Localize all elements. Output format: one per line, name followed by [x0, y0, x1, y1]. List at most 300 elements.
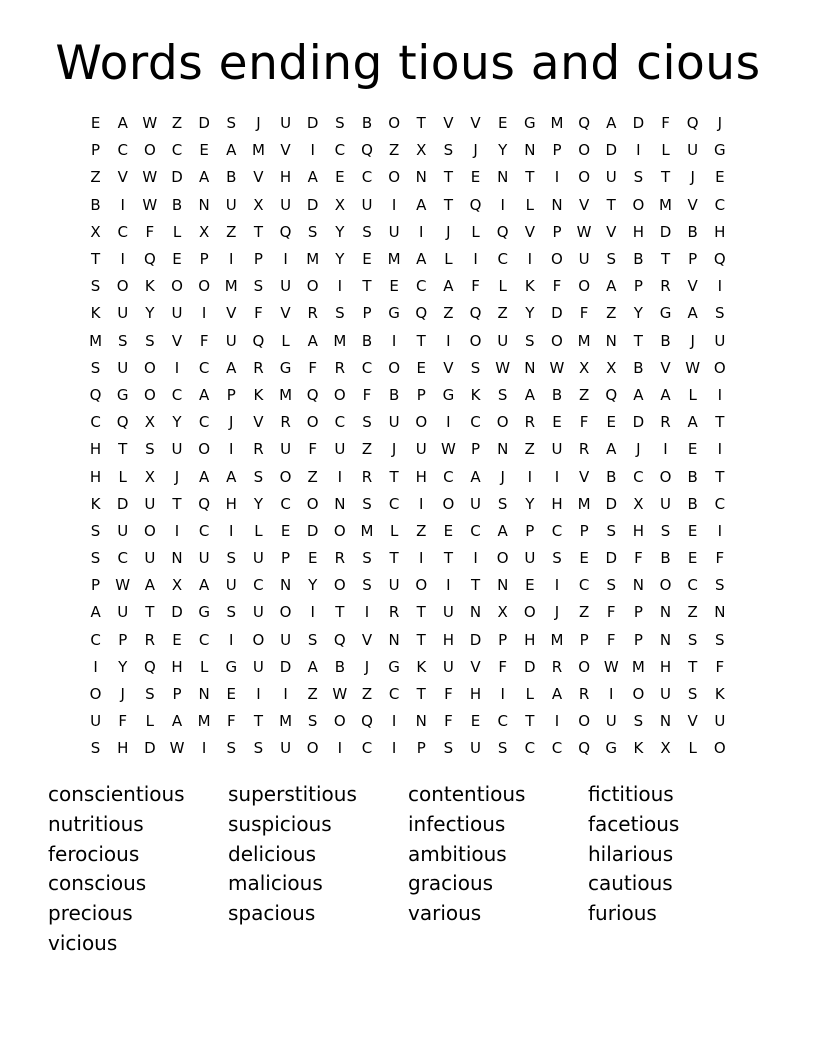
grid-letter[interactable]: N [198, 195, 210, 214]
grid-letter[interactable]: D [171, 603, 183, 622]
grid-letter[interactable]: V [226, 304, 237, 323]
grid-letter[interactable]: F [362, 385, 372, 404]
grid-letter[interactable]: V [171, 331, 183, 350]
grid-letter[interactable]: F [226, 712, 236, 731]
grid-letter[interactable]: M [631, 657, 645, 676]
grid-letter[interactable]: S [362, 494, 372, 513]
grid-letter[interactable]: A [416, 250, 427, 269]
grid-letter[interactable]: S [253, 467, 264, 486]
grid-letter[interactable]: H [551, 494, 563, 513]
grid-letter[interactable]: O [252, 630, 265, 649]
grid-letter[interactable]: Q [279, 222, 292, 241]
grid-letter[interactable]: Q [605, 385, 618, 404]
grid-letter[interactable]: N [198, 685, 210, 704]
grid-letter[interactable]: A [606, 440, 617, 459]
grid-letter[interactable]: A [226, 141, 237, 160]
grid-letter[interactable]: L [498, 277, 507, 296]
grid-letter[interactable]: X [416, 141, 427, 160]
grid-letter[interactable]: I [527, 467, 533, 486]
grid-letter[interactable]: D [198, 114, 210, 133]
grid-letter[interactable]: A [199, 467, 210, 486]
grid-letter[interactable]: D [469, 630, 482, 649]
grid-letter[interactable]: P [91, 576, 101, 595]
grid-letter[interactable]: I [419, 549, 424, 568]
grid-letter[interactable]: T [470, 576, 481, 595]
grid-letter[interactable]: U [714, 331, 726, 350]
grid-letter[interactable]: T [525, 168, 535, 187]
grid-letter[interactable]: A [307, 657, 318, 676]
grid-letter[interactable]: Z [388, 141, 400, 160]
grid-letter[interactable]: Q [578, 114, 590, 133]
grid-letter[interactable]: U [714, 712, 726, 731]
grid-letter[interactable]: H [117, 739, 129, 758]
grid-letter[interactable]: B [660, 549, 671, 568]
grid-letter[interactable]: D [144, 739, 156, 758]
grid-letter[interactable]: O [659, 467, 672, 486]
grid-letter[interactable]: B [687, 222, 698, 241]
grid-letter[interactable]: Y [118, 657, 128, 676]
grid-letter[interactable]: T [335, 603, 345, 622]
grid-letter[interactable]: M [89, 331, 103, 350]
grid-letter[interactable]: P [579, 630, 589, 649]
grid-letter[interactable]: R [551, 657, 563, 676]
grid-letter[interactable]: Z [578, 385, 590, 404]
grid-letter[interactable]: C [578, 576, 590, 595]
grid-letter[interactable]: I [93, 657, 98, 676]
grid-letter[interactable]: C [334, 413, 346, 432]
grid-letter[interactable]: Q [143, 657, 156, 676]
grid-letter[interactable]: P [416, 739, 426, 758]
grid-letter[interactable]: M [197, 712, 211, 731]
grid-letter[interactable]: C [416, 277, 427, 296]
grid-letter[interactable]: O [496, 549, 509, 568]
grid-letter[interactable]: A [199, 576, 210, 595]
grid-letter[interactable]: I [201, 739, 207, 758]
grid-letter[interactable]: G [659, 304, 672, 323]
grid-letter[interactable]: J [364, 657, 370, 676]
grid-letter[interactable]: A [497, 521, 508, 540]
grid-letter[interactable]: S [552, 549, 562, 568]
grid-letter[interactable]: O [388, 114, 401, 133]
grid-letter[interactable]: O [578, 657, 590, 676]
grid-letter[interactable]: S [307, 630, 318, 649]
grid-letter[interactable]: Q [198, 494, 211, 513]
grid-letter[interactable]: F [634, 549, 643, 568]
grid-letter[interactable]: I [554, 712, 560, 731]
grid-letter[interactable]: B [633, 358, 644, 377]
grid-letter[interactable]: S [497, 385, 508, 404]
grid-letter[interactable]: H [279, 168, 292, 187]
grid-letter[interactable]: U [388, 222, 400, 241]
grid-letter[interactable]: B [606, 467, 617, 486]
grid-letter[interactable]: M [224, 277, 238, 296]
grid-letter[interactable]: S [606, 250, 616, 269]
grid-letter[interactable]: U [442, 657, 454, 676]
grid-letter[interactable]: I [120, 195, 125, 214]
grid-letter[interactable]: G [225, 657, 238, 676]
grid-letter[interactable]: O [143, 521, 156, 540]
grid-letter[interactable]: I [174, 521, 180, 540]
grid-letter[interactable]: W [576, 222, 592, 241]
grid-letter[interactable]: O [578, 141, 590, 160]
grid-letter[interactable]: N [469, 603, 482, 622]
grid-letter[interactable]: C [388, 494, 400, 513]
grid-letter[interactable]: L [525, 685, 534, 704]
grid-letter[interactable]: S [226, 603, 237, 622]
grid-letter[interactable]: V [578, 467, 590, 486]
grid-letter[interactable]: U [90, 712, 102, 731]
grid-letter[interactable]: I [717, 277, 723, 296]
grid-letter[interactable]: C [361, 739, 373, 758]
grid-letter[interactable]: D [306, 114, 319, 133]
grid-letter[interactable]: I [391, 739, 397, 758]
grid-letter[interactable]: O [632, 195, 645, 214]
grid-letter[interactable]: V [253, 413, 264, 432]
grid-letter[interactable]: B [551, 385, 563, 404]
grid-letter[interactable]: I [120, 250, 125, 269]
grid-letter[interactable]: P [416, 385, 426, 404]
grid-letter[interactable]: S [362, 413, 372, 432]
grid-letter[interactable]: J [256, 114, 261, 133]
grid-letter[interactable]: S [307, 222, 318, 241]
grid-letter[interactable]: S [145, 685, 155, 704]
grid-letter[interactable]: O [143, 141, 156, 160]
grid-letter[interactable]: Z [687, 603, 698, 622]
grid-letter[interactable]: S [497, 739, 508, 758]
grid-letter[interactable]: E [715, 168, 725, 187]
grid-letter[interactable]: S [145, 331, 155, 350]
grid-letter[interactable]: U [280, 739, 292, 758]
grid-letter[interactable]: U [388, 576, 400, 595]
grid-letter[interactable]: J [391, 440, 397, 459]
grid-letter[interactable]: L [172, 222, 182, 241]
grid-letter[interactable]: C [117, 549, 128, 568]
grid-letter[interactable]: N [714, 603, 726, 622]
grid-letter[interactable]: V [280, 304, 291, 323]
grid-letter[interactable]: S [362, 576, 372, 595]
grid-letter[interactable]: V [687, 712, 698, 731]
grid-letter[interactable]: C [361, 358, 373, 377]
grid-letter[interactable]: F [579, 304, 589, 323]
grid-letter[interactable]: I [717, 440, 723, 459]
grid-letter[interactable]: I [283, 250, 288, 269]
grid-letter[interactable]: V [280, 141, 291, 160]
grid-letter[interactable]: H [469, 685, 482, 704]
grid-letter[interactable]: O [496, 413, 509, 432]
grid-letter[interactable]: U [252, 657, 264, 676]
grid-letter[interactable]: T [660, 250, 671, 269]
grid-letter[interactable]: P [362, 304, 372, 323]
grid-letter[interactable]: O [279, 467, 292, 486]
grid-letter[interactable]: K [253, 385, 264, 404]
grid-letter[interactable]: S [362, 549, 372, 568]
grid-letter[interactable]: A [551, 685, 563, 704]
grid-letter[interactable]: O [306, 277, 319, 296]
grid-letter[interactable]: A [606, 277, 617, 296]
grid-letter[interactable]: H [714, 222, 726, 241]
grid-letter[interactable]: U [225, 576, 237, 595]
grid-letter[interactable]: R [334, 358, 346, 377]
grid-letter[interactable]: P [118, 630, 128, 649]
grid-letter[interactable]: O [306, 494, 319, 513]
grid-letter[interactable]: U [225, 331, 237, 350]
grid-letter[interactable]: B [660, 331, 671, 350]
grid-letter[interactable]: V [470, 657, 481, 676]
grid-letter[interactable]: K [416, 657, 427, 676]
grid-letter[interactable]: I [337, 277, 343, 296]
grid-letter[interactable]: M [279, 712, 293, 731]
grid-letter[interactable]: Y [172, 413, 182, 432]
grid-letter[interactable]: E [416, 358, 426, 377]
grid-letter[interactable]: Z [307, 467, 318, 486]
grid-letter[interactable]: P [525, 521, 535, 540]
grid-letter[interactable]: I [391, 712, 397, 731]
grid-letter[interactable]: I [554, 467, 560, 486]
grid-letter[interactable]: S [335, 114, 345, 133]
grid-letter[interactable]: T [253, 712, 263, 731]
grid-letter[interactable]: F [444, 685, 453, 704]
grid-letter[interactable]: T [416, 685, 426, 704]
grid-letter[interactable]: E [335, 168, 345, 187]
grid-letter[interactable]: Z [90, 168, 101, 187]
grid-letter[interactable]: D [524, 657, 536, 676]
grid-letter[interactable]: O [632, 685, 645, 704]
grid-letter[interactable]: N [524, 141, 536, 160]
grid-letter[interactable]: S [715, 576, 725, 595]
grid-letter[interactable]: I [337, 467, 343, 486]
grid-letter[interactable]: I [446, 413, 451, 432]
grid-letter[interactable]: I [636, 141, 641, 160]
grid-letter[interactable]: R [253, 358, 264, 377]
grid-letter[interactable]: W [142, 168, 158, 187]
grid-letter[interactable]: T [172, 494, 182, 513]
grid-letter[interactable]: E [606, 413, 616, 432]
grid-letter[interactable]: J [120, 685, 125, 704]
grid-letter[interactable]: F [579, 413, 589, 432]
grid-letter[interactable]: O [198, 440, 211, 459]
grid-letter[interactable]: G [388, 304, 400, 323]
grid-letter[interactable]: O [198, 277, 211, 296]
grid-letter[interactable]: P [552, 222, 562, 241]
grid-letter[interactable]: H [415, 467, 427, 486]
grid-letter[interactable]: H [89, 467, 102, 486]
grid-letter[interactable]: X [253, 195, 264, 214]
grid-letter[interactable]: I [229, 521, 234, 540]
grid-letter[interactable]: C [117, 222, 128, 241]
grid-letter[interactable]: U [117, 358, 129, 377]
grid-letter[interactable]: K [90, 494, 101, 513]
grid-letter[interactable]: U [171, 440, 183, 459]
grid-letter[interactable]: D [551, 304, 563, 323]
grid-letter[interactable]: H [659, 657, 672, 676]
grid-letter[interactable]: U [198, 549, 210, 568]
grid-letter[interactable]: O [143, 385, 156, 404]
grid-letter[interactable]: Z [416, 521, 427, 540]
grid-letter[interactable]: Q [361, 712, 373, 731]
grid-letter[interactable]: P [579, 521, 589, 540]
grid-letter[interactable]: W [115, 576, 131, 595]
grid-letter[interactable]: B [633, 250, 644, 269]
grid-letter[interactable]: Q [469, 304, 482, 323]
grid-letter[interactable]: S [226, 739, 237, 758]
grid-letter[interactable]: T [525, 712, 535, 731]
grid-letter[interactable]: O [415, 576, 428, 595]
grid-letter[interactable]: L [145, 712, 155, 731]
grid-letter[interactable]: S [145, 440, 155, 459]
grid-letter[interactable]: L [444, 250, 453, 269]
grid-letter[interactable]: P [552, 141, 562, 160]
grid-letter[interactable]: U [687, 141, 699, 160]
grid-letter[interactable]: M [306, 250, 320, 269]
grid-letter[interactable]: X [171, 576, 183, 595]
grid-letter[interactable]: I [391, 331, 397, 350]
grid-letter[interactable]: V [606, 222, 617, 241]
grid-letter[interactable]: V [660, 358, 671, 377]
grid-letter[interactable]: N [497, 168, 509, 187]
grid-letter[interactable]: A [687, 413, 698, 432]
grid-letter[interactable]: C [714, 195, 726, 214]
grid-letter[interactable]: X [606, 358, 617, 377]
grid-letter[interactable]: V [687, 277, 698, 296]
grid-letter[interactable]: C [470, 521, 481, 540]
grid-letter[interactable]: Q [143, 250, 156, 269]
grid-letter[interactable]: S [117, 331, 128, 350]
grid-letter[interactable]: I [310, 603, 315, 622]
grid-letter[interactable]: O [171, 277, 183, 296]
grid-letter[interactable]: O [388, 168, 401, 187]
grid-letter[interactable]: A [199, 385, 210, 404]
grid-letter[interactable]: F [254, 304, 263, 323]
grid-letter[interactable]: F [199, 331, 209, 350]
grid-letter[interactable]: H [171, 657, 183, 676]
grid-letter[interactable]: U [280, 195, 292, 214]
grid-letter[interactable]: S [90, 549, 101, 568]
grid-letter[interactable]: Q [89, 385, 102, 404]
grid-letter[interactable]: P [633, 630, 643, 649]
grid-letter[interactable]: U [442, 603, 454, 622]
grid-letter[interactable]: T [443, 195, 453, 214]
grid-letter[interactable]: M [279, 385, 293, 404]
grid-letter[interactable]: D [306, 195, 319, 214]
grid-letter[interactable]: Q [361, 141, 373, 160]
grid-letter[interactable]: Z [524, 440, 535, 459]
grid-letter[interactable]: E [497, 114, 508, 133]
grid-letter[interactable]: E [687, 521, 698, 540]
grid-letter[interactable]: N [524, 358, 536, 377]
grid-letter[interactable]: G [198, 603, 210, 622]
grid-letter[interactable]: W [440, 440, 456, 459]
grid-letter[interactable]: G [605, 739, 618, 758]
grid-letter[interactable]: M [550, 114, 564, 133]
grid-letter[interactable]: Q [686, 114, 699, 133]
grid-letter[interactable]: T [145, 603, 155, 622]
grid-letter[interactable]: O [442, 494, 455, 513]
grid-letter[interactable]: N [605, 331, 617, 350]
grid-letter[interactable]: U [252, 549, 264, 568]
grid-letter[interactable]: T [660, 168, 671, 187]
grid-letter[interactable]: V [117, 168, 128, 187]
grid-letter[interactable]: N [388, 630, 400, 649]
grid-letter[interactable]: C [117, 141, 128, 160]
grid-letter[interactable]: U [144, 494, 156, 513]
grid-letter[interactable]: Z [578, 603, 590, 622]
grid-letter[interactable]: P [633, 277, 643, 296]
grid-letter[interactable]: L [525, 195, 534, 214]
grid-letter[interactable]: X [144, 413, 155, 432]
grid-letter[interactable]: N [497, 440, 509, 459]
grid-letter[interactable]: C [687, 576, 698, 595]
grid-letter[interactable]: B [226, 168, 237, 187]
grid-letter[interactable]: S [715, 304, 725, 323]
grid-letter[interactable]: O [89, 685, 102, 704]
grid-letter[interactable]: B [361, 114, 373, 133]
grid-letter[interactable]: T [715, 467, 725, 486]
grid-letter[interactable]: U [117, 521, 129, 540]
grid-letter[interactable]: L [688, 739, 697, 758]
grid-letter[interactable]: U [660, 494, 672, 513]
grid-letter[interactable]: P [281, 549, 291, 568]
grid-letter[interactable]: Y [498, 141, 508, 160]
grid-letter[interactable]: A [633, 385, 644, 404]
grid-letter[interactable]: I [446, 576, 451, 595]
grid-letter[interactable]: U [524, 549, 536, 568]
grid-letter[interactable]: P [226, 385, 236, 404]
grid-letter[interactable]: I [473, 250, 478, 269]
grid-letter[interactable]: H [524, 630, 536, 649]
grid-letter[interactable]: Z [307, 685, 318, 704]
grid-letter[interactable]: I [229, 440, 234, 459]
grid-letter[interactable]: K [90, 304, 101, 323]
grid-letter[interactable]: S [443, 739, 454, 758]
grid-letter[interactable]: D [632, 114, 645, 133]
grid-letter[interactable]: B [90, 195, 101, 214]
grid-letter[interactable]: V [470, 114, 481, 133]
grid-letter[interactable]: A [470, 467, 481, 486]
grid-letter[interactable]: T [443, 168, 453, 187]
grid-letter[interactable]: D [116, 494, 129, 513]
grid-letter[interactable]: I [229, 250, 234, 269]
grid-letter[interactable]: A [524, 385, 535, 404]
grid-letter[interactable]: O [388, 358, 401, 377]
grid-letter[interactable]: J [717, 114, 723, 133]
grid-letter[interactable]: R [660, 413, 671, 432]
grid-letter[interactable]: R [388, 603, 400, 622]
grid-letter[interactable]: M [251, 141, 265, 160]
grid-letter[interactable]: U [578, 250, 590, 269]
grid-letter[interactable]: R [660, 277, 671, 296]
grid-letter[interactable]: M [333, 331, 347, 350]
grid-letter[interactable]: F [308, 358, 318, 377]
grid-letter[interactable]: X [198, 222, 210, 241]
grid-letter[interactable]: U [334, 440, 346, 459]
grid-letter[interactable]: T [362, 277, 372, 296]
grid-letter[interactable]: C [714, 494, 726, 513]
grid-letter[interactable]: E [226, 685, 237, 704]
grid-letter[interactable]: U [497, 331, 509, 350]
grid-letter[interactable]: A [144, 576, 155, 595]
grid-letter[interactable]: L [118, 467, 127, 486]
grid-letter[interactable]: J [473, 141, 478, 160]
grid-letter[interactable]: S [443, 141, 454, 160]
grid-letter[interactable]: I [174, 358, 180, 377]
grid-letter[interactable]: I [500, 685, 505, 704]
grid-letter[interactable]: S [606, 576, 616, 595]
grid-letter[interactable]: B [388, 385, 400, 404]
grid-letter[interactable]: Q [333, 630, 346, 649]
grid-letter[interactable]: S [90, 739, 101, 758]
grid-letter[interactable]: V [443, 358, 454, 377]
grid-letter[interactable]: U [470, 494, 482, 513]
